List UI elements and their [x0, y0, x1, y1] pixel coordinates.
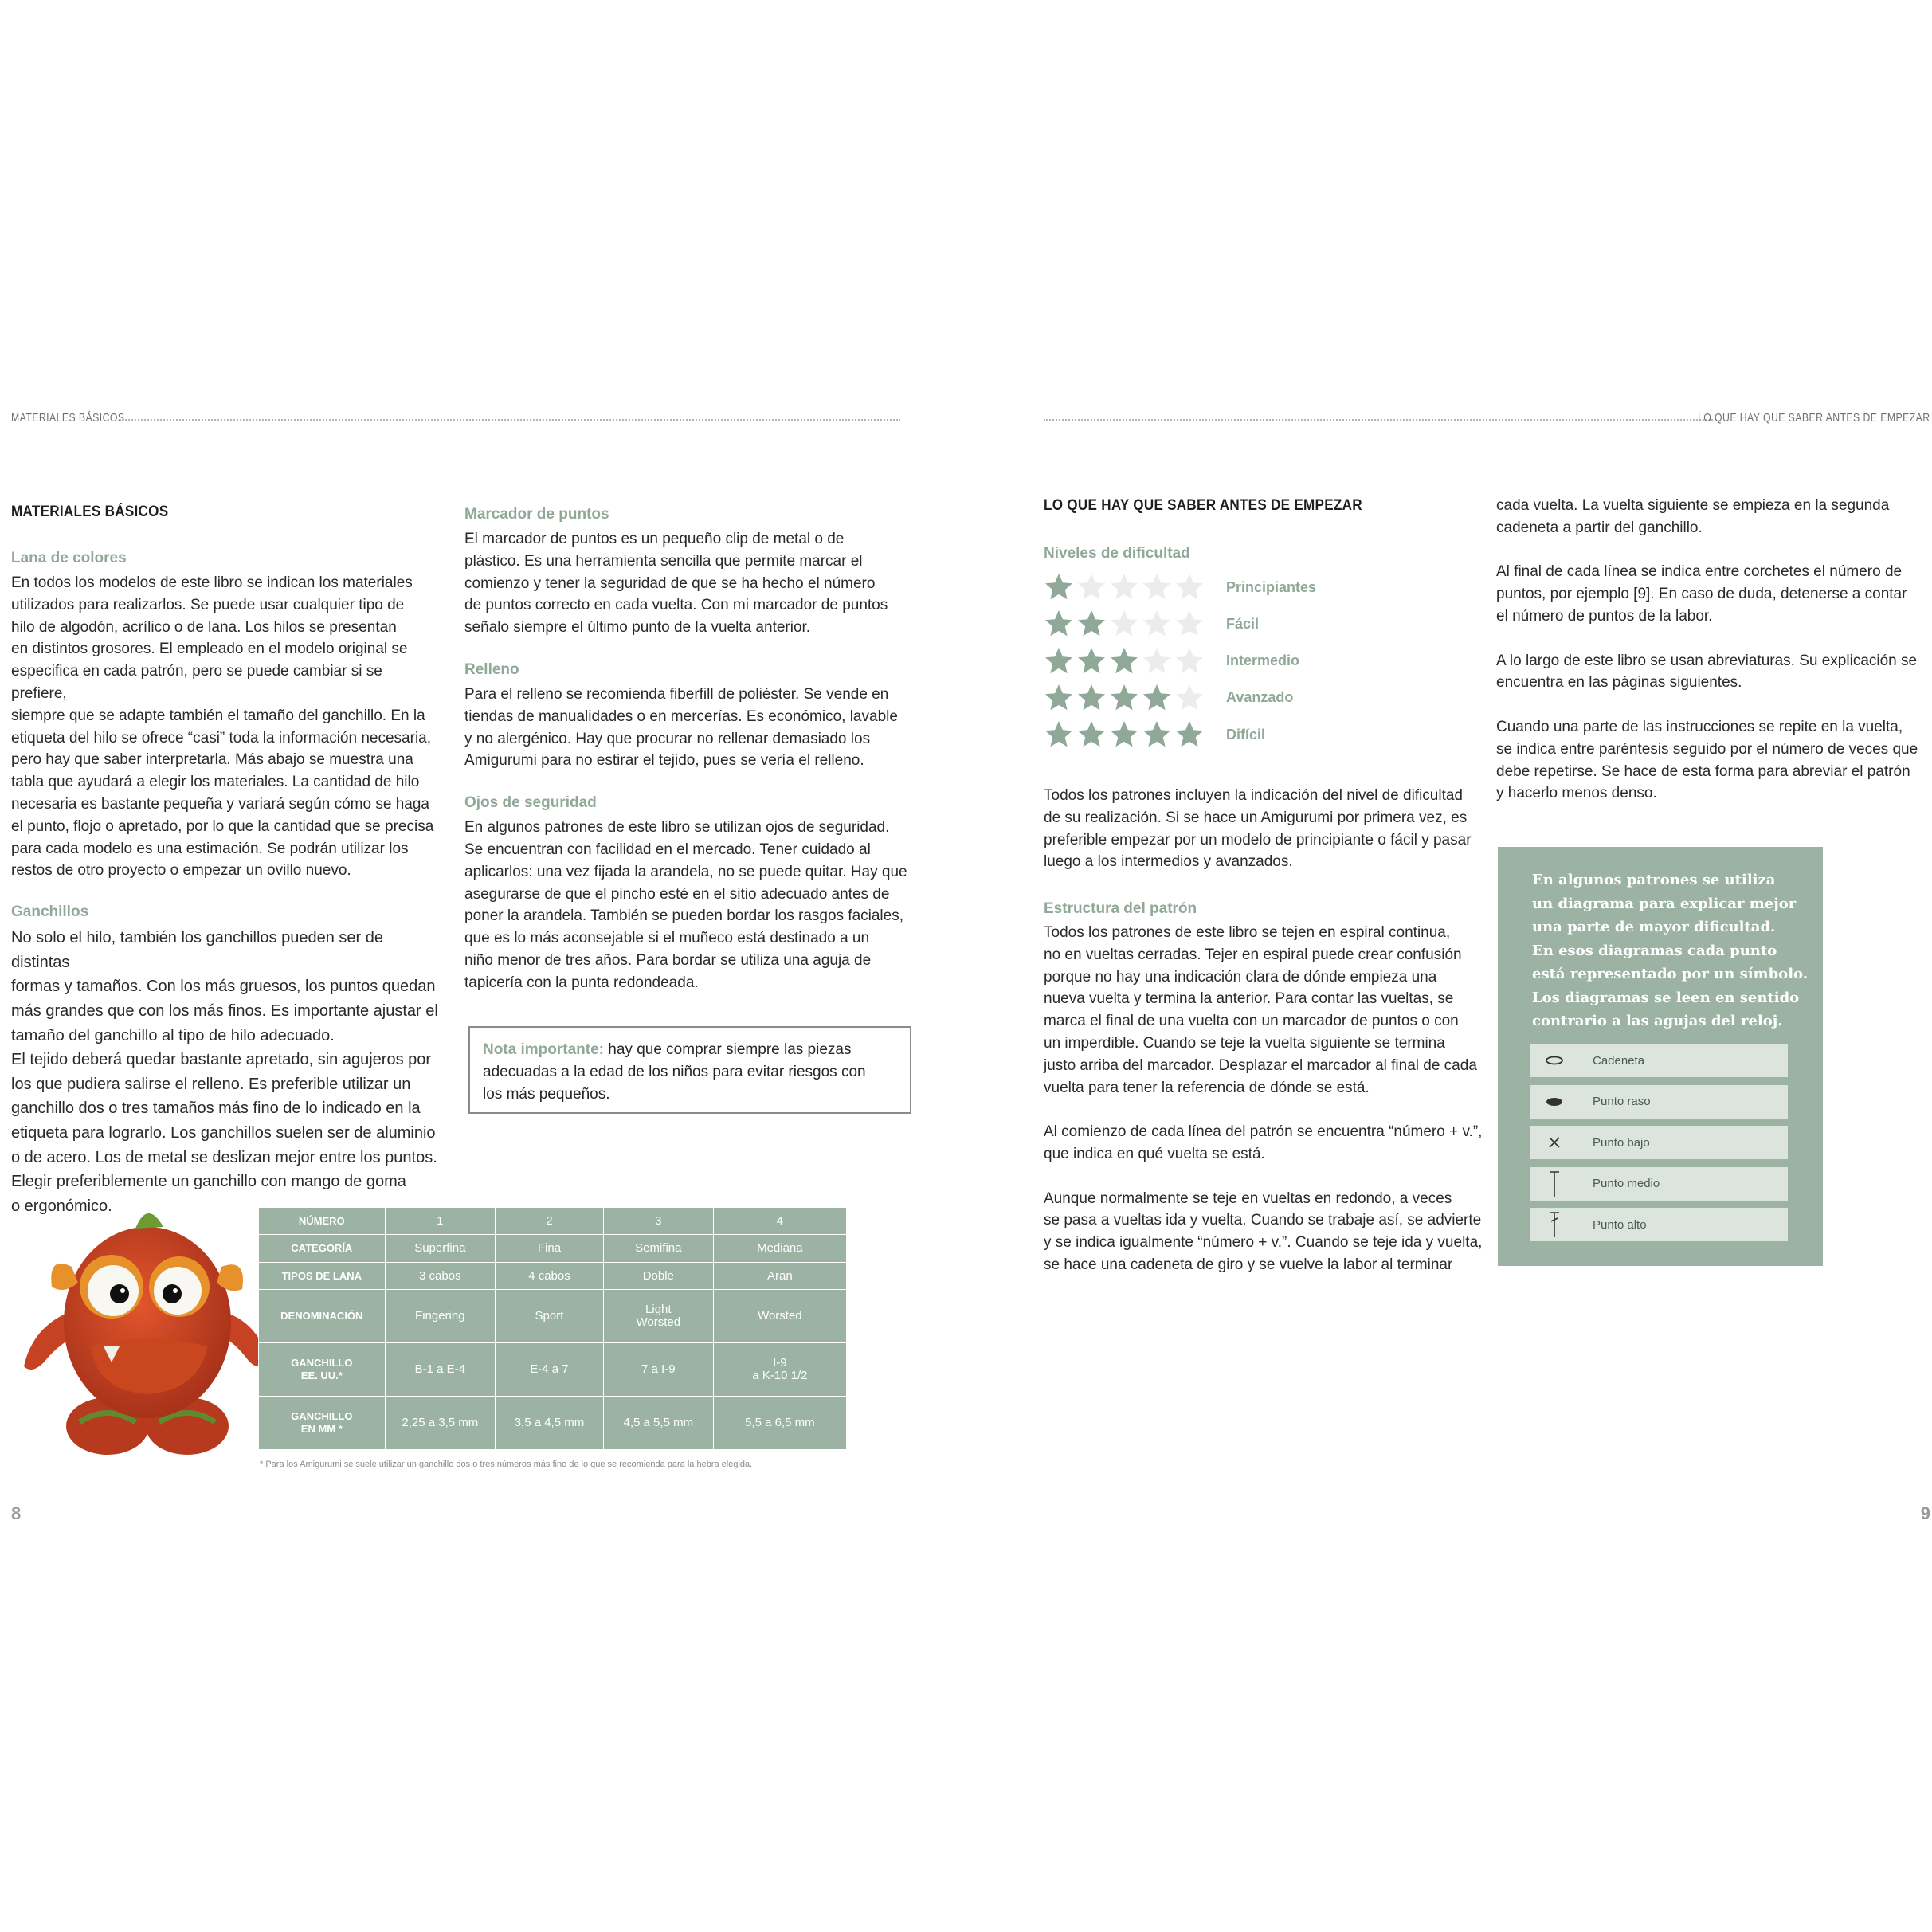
right-column-2-text	[1496, 495, 1926, 805]
text-line	[1496, 694, 1926, 716]
star-filled-icon	[1044, 609, 1076, 639]
lana-title: Lana de colores	[11, 550, 127, 566]
stitch-symbol-label: Punto medio	[1593, 1177, 1660, 1190]
text-line: y se indica igualmente “número + v.”. Cuando se teje ida y vuelta,	[1044, 1234, 1483, 1252]
text-line: no en vueltas cerradas. Tejer en espiral puede crear confusión	[1044, 946, 1462, 963]
text-line: Todos los patrones incluyen la indicación del nivel de dificultad	[1044, 787, 1463, 804]
table-cell	[603, 1397, 713, 1450]
table-cell	[603, 1235, 713, 1262]
text-line	[1496, 628, 1926, 650]
ganchillos-text	[11, 926, 441, 1218]
difficulty-level-row	[1044, 646, 1299, 676]
table-row-label	[259, 1235, 386, 1262]
text-line: que es lo más aconsejable si el muñeco está destinado a un	[464, 930, 870, 947]
cell-text: a K-10 1/2	[752, 1369, 808, 1383]
text-line: y hacerlo menos denso.	[1496, 785, 1657, 802]
text-line: Amigurumi para no estirar el tejido, pues se vería el relleno.	[464, 752, 864, 770]
text-line: No solo el hilo, también los ganchillos pueden ser de distintas	[11, 929, 383, 971]
stitch-symbol-label: Punto raso	[1593, 1095, 1651, 1108]
cell-text: DENOMINACIÓN	[280, 1310, 363, 1323]
star-filled-icon	[1044, 646, 1076, 676]
text-line: y no alergénico. Hay que procurar no rellenar demasiado los	[464, 730, 871, 747]
cell-text: EE. UU.*	[300, 1370, 343, 1382]
table-cell	[603, 1262, 713, 1289]
text-line: para cada modelo es una estimación. Se podrán utilizar los	[11, 840, 409, 857]
star-empty-icon	[1109, 609, 1141, 639]
text-line: pero hay que saber interpretarla. Más abajo se muestra una	[11, 751, 413, 769]
text-line: cadeneta a partir del ganchillo.	[1496, 519, 1703, 536]
table-cell	[496, 1262, 604, 1289]
text-line: formas y tamaños. Con los más gruesos, los puntos quedan	[11, 978, 436, 996]
text-line: ganchillo dos o tres tamaños más fino de lo indicado en la	[11, 1099, 421, 1118]
text-line: Cuando una parte de las instrucciones se repite en la vuelta,	[1496, 718, 1903, 735]
text-line: aplicarlos: una vez fijada la arandela, no se puede quitar. Hay que	[464, 863, 907, 880]
lana-text	[11, 572, 441, 882]
t-bar-slash-icon	[1530, 1210, 1578, 1239]
text-line: cada vuelta. La vuelta siguiente se empieza en la segunda	[1496, 497, 1890, 514]
text-line: de puntos correcto en cada vuelta. Con mi marcador de puntos	[464, 597, 888, 614]
left-page-title: MATERIALES BÁSICOS	[11, 504, 169, 520]
text-line: Al comienzo de cada línea del patrón se encuentra “número + v.”,	[1044, 1123, 1483, 1141]
star-filled-icon	[1142, 683, 1174, 713]
diagram-intro-line: En esos diagramas cada punto	[1532, 942, 1777, 959]
star-filled-icon	[1109, 719, 1141, 750]
stitch-symbol-row	[1530, 1085, 1788, 1119]
text-line: o ergonómico.	[11, 1197, 112, 1215]
text-line: vuelta para tener la referencia de dónde se está.	[1044, 1079, 1370, 1096]
text-line: siempre que se adapte también el tamaño del ganchillo. En la	[11, 707, 425, 724]
note-line: adecuadas a la edad de los niños para evitar riesgos con	[483, 1064, 866, 1080]
text-line: etiqueta para lograrlo. Los ganchillos suelen ser de aluminio	[11, 1123, 436, 1142]
cell-text: 3 cabos	[419, 1268, 461, 1283]
stitch-symbol-row	[1530, 1167, 1788, 1201]
cell-text: Sport	[535, 1309, 564, 1323]
stitch-symbol-label: Punto bajo	[1593, 1135, 1650, 1150]
star-filled-icon	[1076, 683, 1108, 713]
cell-text: EN MM *	[300, 1423, 343, 1436]
text-line: Para el relleno se recomienda fiberfill de poliéster. Se vende en	[464, 685, 889, 703]
text-line: señalo siempre el último punto de la vuelta anterior.	[464, 619, 811, 637]
table-cell	[713, 1397, 846, 1450]
table-row-label	[259, 1397, 386, 1450]
ojos-title: Ojos de seguridad	[464, 794, 597, 812]
diagram-intro-line: En algunos patrones se utiliza	[1532, 872, 1776, 888]
cell-text: GANCHILLO	[291, 1410, 353, 1423]
amigurumi-monster-illustration	[16, 1195, 271, 1458]
table-cell	[496, 1397, 604, 1450]
cross-icon	[1530, 1135, 1578, 1150]
text-line: El marcador de puntos es un pequeño clip de metal o de	[464, 531, 845, 547]
table-cell	[713, 1290, 846, 1343]
table-cell	[385, 1208, 495, 1235]
diagram-intro-text	[1532, 868, 1819, 1033]
text-line: debe repetirse. Se hace de esta forma para abreviar el patrón	[1496, 762, 1910, 780]
diagram-intro-line: contrario a las agujas del reloj.	[1532, 1013, 1783, 1029]
cell-text: 3,5 a 4,5 mm	[514, 1416, 585, 1430]
cell-text: Fingering	[415, 1309, 465, 1323]
star-empty-icon	[1174, 572, 1206, 602]
estructura-text	[1044, 922, 1490, 1276]
table-row	[259, 1290, 847, 1343]
star-filled-icon	[1174, 719, 1206, 750]
text-line: hilo de algodón, acrílico o de lana. Los hilos se presentan	[11, 618, 397, 636]
table-row-label	[259, 1290, 386, 1343]
text-line	[1044, 1166, 1490, 1188]
oval-filled-icon	[1530, 1096, 1578, 1107]
text-line: niño menor de tres años. Para bordar se utiliza una aguja de	[464, 951, 872, 969]
star-filled-icon	[1142, 719, 1174, 750]
cell-text: Light	[645, 1303, 672, 1317]
text-line: o de acero. Los de metal se deslizan mejor entre los puntos.	[11, 1148, 437, 1166]
text-line: asegurarse de que el pincho esté en el sitio adecuado antes de	[464, 885, 890, 903]
text-line: nueva vuelta y termina la anterior. Para contar las vueltas, se	[1044, 990, 1454, 1008]
table-cell	[496, 1343, 604, 1397]
star-filled-icon	[1076, 719, 1108, 750]
cell-text: GANCHILLO	[291, 1357, 353, 1370]
cell-text: B-1 a E-4	[414, 1362, 465, 1377]
text-line: se pasa a vueltas ida y vuelta. Cuando se trabaje así, se advierte	[1044, 1212, 1482, 1229]
text-line: A lo largo de este libro se usan abreviaturas. Su explicación se	[1496, 652, 1918, 669]
table-row-label	[259, 1208, 386, 1235]
text-line: porque no hay una indicación clara de dónde empieza una	[1044, 968, 1437, 986]
star-filled-icon	[1044, 719, 1076, 750]
cell-text: 3	[655, 1213, 662, 1228]
table-row-label	[259, 1343, 386, 1397]
text-line: tiendas de manualidades o en mercerías. Es económico, lavable	[464, 707, 898, 725]
marcador-text	[464, 528, 911, 639]
table-row	[259, 1262, 847, 1289]
text-line: el punto, flojo o apretado, por lo que la cantidad que se precisa	[11, 817, 434, 835]
text-line: más grandes que con los más finos. Es importante ajustar el	[11, 1001, 438, 1020]
difficulty-level-row	[1044, 683, 1293, 713]
note-line: los más pequeños.	[483, 1086, 610, 1103]
table-cell	[713, 1235, 846, 1262]
text-line: justo arriba del marcador. Desplazar el marcador al final de cada	[1044, 1056, 1477, 1074]
cell-text: CATEGORÍA	[291, 1242, 353, 1255]
stitch-symbol-row	[1530, 1126, 1788, 1159]
stitch-symbol-label: Punto alto	[1593, 1217, 1647, 1232]
text-line: puntos, por ejemplo [9]. En caso de duda, detenerse a contar	[1496, 586, 1907, 603]
cell-text: 1	[437, 1213, 444, 1228]
difficulty-level-label: Principiantes	[1226, 578, 1317, 595]
star-empty-icon	[1142, 646, 1174, 676]
table-cell	[713, 1343, 846, 1397]
star-filled-icon	[1109, 646, 1141, 676]
table-cell	[385, 1290, 495, 1343]
stitch-symbol-label: Cadeneta	[1593, 1053, 1645, 1068]
table-row	[259, 1397, 847, 1450]
right-page-title: LO QUE HAY QUE SABER ANTES DE EMPEZAR	[1044, 497, 1362, 514]
table-cell	[496, 1208, 604, 1235]
text-line: Se encuentran con facilidad en el mercado. Tener cuidado al	[464, 841, 871, 858]
text-line: comienzo y tener la seguridad de que se ha hecho el número	[464, 574, 876, 592]
t-bar-icon	[1530, 1170, 1578, 1198]
text-line: tapicería con la punta redondeada.	[464, 974, 699, 991]
text-line: En todos los modelos de este libro se indican los materiales	[11, 574, 413, 591]
difficulty-level-label: Intermedio	[1226, 652, 1300, 669]
page-number-left: 8	[11, 1503, 22, 1523]
star-empty-icon	[1174, 646, 1206, 676]
cell-text: Fina	[537, 1241, 562, 1256]
text-line: restos de otro proyecto o empezar un ovillo nuevo.	[11, 862, 351, 880]
text-line: necesaria es bastante pequeña y variará según cómo se haga	[11, 795, 429, 813]
table-cell	[385, 1343, 495, 1397]
text-line: encuentra en las páginas siguientes.	[1496, 674, 1742, 692]
table-row	[259, 1343, 847, 1397]
cell-text: 5,5 a 6,5 mm	[745, 1416, 815, 1430]
cell-text: Worsted	[636, 1315, 681, 1330]
text-line: el número de puntos de la labor.	[1496, 607, 1713, 625]
table-cell	[496, 1235, 604, 1262]
cell-text: Semifina	[635, 1241, 682, 1256]
cell-text: 2,25 a 3,5 mm	[402, 1416, 479, 1430]
text-line: Aunque normalmente se teje en vueltas en redondo, a veces	[1044, 1189, 1452, 1207]
table-cell	[713, 1262, 846, 1289]
text-line: luego a los intermedios y avanzados.	[1044, 853, 1293, 871]
relleno-title: Relleno	[464, 660, 519, 678]
cell-text: 4,5 a 5,5 mm	[623, 1416, 694, 1430]
oval-open-icon	[1530, 1055, 1578, 1066]
cell-text: 2	[546, 1213, 553, 1228]
table-cell	[713, 1208, 846, 1235]
running-head-left: MATERIALES BÁSICOS	[11, 411, 125, 425]
table-cell	[385, 1235, 495, 1262]
running-head-right: LO QUE HAY QUE SABER ANTES DE EMPEZAR	[1698, 411, 1930, 425]
text-line: preferible empezar por un modelo de principiante o fácil y pasar	[1044, 831, 1472, 848]
cell-text: TIPOS DE LANA	[281, 1269, 362, 1282]
text-line: utilizados para realizarlos. Se puede usar cualquier tipo de	[11, 596, 405, 613]
cell-text: Worsted	[758, 1309, 802, 1323]
text-line: tabla que ayudará a elegir los materiales. La cantidad de hilo	[11, 774, 420, 791]
star-filled-icon	[1076, 609, 1108, 639]
page-number-right: 9	[1920, 1503, 1930, 1523]
difficulty-level-label: Fácil	[1226, 615, 1260, 632]
cell-text: E-4 a 7	[530, 1362, 569, 1377]
left-column-1	[11, 550, 441, 1218]
difficulty-level-row	[1044, 719, 1265, 750]
difficulty-level-row	[1044, 572, 1316, 602]
text-line	[1496, 539, 1926, 562]
table-row	[259, 1208, 847, 1235]
text-line: Todos los patrones de este libro se tejen en espiral continua,	[1044, 924, 1451, 941]
text-line: se hace una cadeneta de giro y se vuelve la labor al terminar	[1044, 1256, 1453, 1273]
text-line: los que pudiera salirse el relleno. Es preferible utilizar un	[11, 1075, 411, 1093]
star-empty-icon	[1174, 609, 1206, 639]
niveles-text	[1044, 785, 1490, 873]
text-line: etiqueta del hilo se ofrece “casi” toda la información necesaria,	[11, 729, 432, 747]
star-filled-icon	[1044, 683, 1076, 713]
table-cell	[496, 1290, 604, 1343]
star-empty-icon	[1174, 683, 1206, 713]
ganchillos-title: Ganchillos	[11, 903, 89, 921]
text-line: plástico. Es una herramienta sencilla que permite marcar el	[464, 552, 863, 570]
diagram-intro-line: un diagrama para explicar mejor	[1532, 895, 1797, 912]
marcador-title: Marcador de puntos	[464, 506, 609, 523]
star-filled-icon	[1044, 572, 1076, 602]
running-head-rule-right	[1044, 419, 1713, 421]
cell-text: I-9	[773, 1356, 787, 1370]
star-empty-icon	[1142, 609, 1174, 639]
text-line: El tejido deberá quedar bastante apretado, sin agujeros por	[11, 1051, 432, 1069]
table-footnote: * Para los Amigurumi se suele utilizar un ganchillo dos o tres números más fino de lo que se recomienda para la hebra elegida.	[260, 1460, 753, 1469]
stitch-symbol-row	[1530, 1208, 1788, 1241]
important-note-box	[468, 1026, 911, 1114]
cell-text: NÚMERO	[298, 1214, 345, 1227]
cell-text: Aran	[767, 1268, 793, 1283]
text-line: especifica en cada patrón, pero se puede cambiar si se prefiere,	[11, 663, 382, 702]
niveles-title: Niveles de dificultad	[1044, 545, 1190, 562]
difficulty-level-label: Avanzado	[1226, 689, 1294, 706]
text-line: Elegir preferiblemente un ganchillo con mango de goma	[11, 1173, 406, 1191]
difficulty-level-label: Difícil	[1226, 726, 1266, 743]
text-line: marca el final de una vuelta con un marcador de puntos o con	[1044, 1013, 1459, 1030]
table-cell	[603, 1290, 713, 1343]
cell-text: Doble	[642, 1268, 674, 1283]
text-line: En algunos patrones de este libro se utilizan ojos de seguridad.	[464, 819, 890, 837]
table-cell	[603, 1208, 713, 1235]
text-line: se indica entre paréntesis seguido por el número de veces que	[1496, 740, 1918, 758]
text-line: que indica en qué vuelta se está.	[1044, 1145, 1265, 1162]
star-filled-icon	[1076, 646, 1108, 676]
text-line: poner la arandela. También se pueden bordar los rasgos faciales,	[464, 907, 903, 925]
diagram-intro-line: una parte de mayor dificultad.	[1532, 919, 1776, 935]
table-cell	[385, 1397, 495, 1450]
yarn-size-table	[258, 1207, 847, 1450]
text-line: Al final de cada línea se indica entre corchetes el número de	[1496, 563, 1903, 581]
note-label: Nota importante:	[483, 1041, 604, 1058]
star-empty-icon	[1142, 572, 1174, 602]
left-column-2	[464, 506, 911, 994]
note-line: hay que comprar siempre las piezas	[604, 1041, 852, 1058]
table-cell	[385, 1262, 495, 1289]
star-filled-icon	[1109, 683, 1141, 713]
cell-text: 4	[776, 1213, 784, 1228]
difficulty-level-row	[1044, 609, 1259, 639]
table-row	[259, 1235, 847, 1262]
stitch-diagram-box	[1498, 847, 1823, 1266]
star-empty-icon	[1109, 572, 1141, 602]
text-line: en distintos grosores. El empleado en el modelo original se	[11, 641, 408, 658]
text-line: tamaño del ganchillo al tipo de hilo adecuado.	[11, 1026, 335, 1044]
ojos-text	[464, 817, 911, 993]
estructura-title: Estructura del patrón	[1044, 900, 1197, 917]
running-head-rule-left	[120, 419, 900, 421]
relleno-text	[464, 684, 911, 772]
table-row-label	[259, 1262, 386, 1289]
text-line: de su realización. Si se hace un Amigurumi por primera vez, es	[1044, 809, 1468, 826]
stitch-symbol-row	[1530, 1044, 1788, 1077]
table-cell	[603, 1343, 713, 1397]
cell-text: 4 cabos	[528, 1268, 570, 1283]
cell-text: Superfina	[414, 1241, 466, 1256]
text-line: un imperdible. Cuando se teje la vuelta siguiente se termina	[1044, 1034, 1445, 1052]
cell-text: 7 a I-9	[641, 1362, 676, 1377]
diagram-intro-line: Los diagramas se leen en sentido	[1532, 989, 1800, 1006]
diagram-intro-line: está representado por un símbolo.	[1532, 966, 1808, 982]
star-empty-icon	[1076, 572, 1108, 602]
cell-text: Mediana	[757, 1241, 803, 1256]
text-line	[1044, 1099, 1490, 1121]
